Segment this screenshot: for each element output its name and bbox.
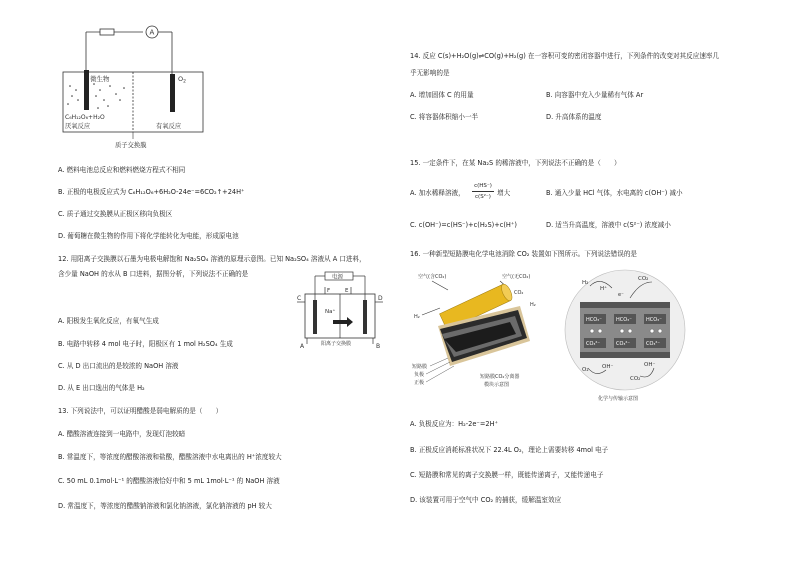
- q14-stem-line1: 14. 反应 C(s)+H₂O(g)⇌CO(g)+H₂(g) 在一容积可变的密闭容器中进行，下列条件的改变对其反应速率几: [410, 52, 720, 60]
- q14-stem-line2: 乎无影响的是: [410, 69, 450, 77]
- q13-option-a: A. 醋酸溶液连接到一电路中，发现灯泡较暗: [58, 430, 186, 438]
- caption-module: 模块示意图: [484, 382, 510, 388]
- q15-option-a-prefix: A. 加水稀释溶液，: [410, 189, 465, 197]
- inlet-b: B: [376, 343, 381, 350]
- q15-option-b: B. 通入少量 HCl 气体，水电离的 c(OH⁻) 减小: [546, 189, 683, 197]
- electrolysis-diagram: [295, 270, 385, 350]
- anaerobic-label: 厌氧反应: [65, 123, 91, 130]
- h2-out-label: H₂: [530, 302, 536, 308]
- q16-stem: 16. 一种新型短路膜电化学电池消除 CO₂ 装置如下图所示。下列说法错误的是: [410, 250, 638, 258]
- q12-option-b: B. 电路中转移 4 mol 电子时，阳极区有 1 mol H₂SO₄ 生成: [58, 340, 233, 348]
- q12-option-a: A. 阳极发生氧化反应，有氧气生成: [58, 317, 159, 325]
- right-h2-label: H₂: [582, 280, 589, 286]
- q13-option-c: C. 50 mL 0.1mol·L⁻¹ 的醋酸溶液恰好中和 5 mL 1mol·L⁻¹ 的 NaOH 溶液: [58, 477, 280, 485]
- hco3-label-1: HCO₃⁻: [586, 317, 602, 323]
- q16-option-c: C. 短路膜和常见的离子交换膜一样，既能传递离子，又能传递电子: [410, 471, 604, 479]
- co3-label-3: CO₃²⁻: [646, 341, 661, 347]
- microbe-dots: [67, 83, 125, 109]
- q11-option-b: B. 正极的电极反应式为 C₆H₁₂O₆+6H₂O-24e⁻=6CO₂↑+24H⁺: [58, 188, 245, 196]
- positive-electrode-label: 正极: [414, 380, 425, 386]
- q14-option-b: B. 向容器中充入少量稀有气体 Ar: [546, 91, 644, 99]
- short-membrane-label: 短路膜: [412, 364, 428, 370]
- h2-in-label: H₂: [414, 314, 420, 320]
- q13-option-b: B. 常温度下，等浓度的醋酸溶液和盐酸，醋酸溶液中水电离出的 H⁺浓度较大: [58, 453, 282, 461]
- outlet-d: D: [378, 295, 383, 302]
- q11-option-a: A. 燃料电池总反应和燃料燃烧方程式不相同: [58, 166, 186, 174]
- right-oh2-label: OH⁻: [644, 362, 656, 368]
- outlet-f: F: [327, 288, 331, 294]
- q15-option-c: C. c(OH⁻)=c(HS⁻)+c(H₂S)+c(H⁺): [410, 221, 517, 229]
- q12-option-d: D. 从 E 出口逸出的气体是 H₂: [58, 384, 145, 392]
- co2-out-label: CO₂: [514, 290, 524, 296]
- arrow-icon: [333, 317, 353, 327]
- q12-stem-line1: 12. 用阳离子交换膜以石墨为电极电解饱和 Na₂SO₄ 溶液的原理示意图。已知 Na₂SO₄ 溶液从 A 口进料，: [58, 255, 366, 263]
- q13-option-d: D. 常温度下，等浓度的醋酸钠溶液和氯化钠溶液，氯化钠溶液的 pH 较大: [58, 502, 272, 510]
- q13-stem: 13. 下列说法中，可以证明醋酸是弱电解质的是（ ）: [58, 407, 223, 415]
- reactants-label: C₆H₁₂O₆+H₂O: [65, 114, 105, 121]
- fraction-bar: [472, 191, 494, 192]
- caption-separator: 短路膜CO₂分离器: [480, 374, 520, 380]
- q15-stem: 15. 一定条件下，在某 Na₂S 的稀溶液中，下列说法不正确的是（ ）: [410, 159, 621, 167]
- right-hplus-label: H⁺: [600, 286, 608, 292]
- right-co2-bottom-label: CO₂: [630, 376, 641, 382]
- q11-option-d: D. 葡萄糖在微生物的作用下将化学能转化为电能，形成原电池: [58, 232, 239, 240]
- right-o2-label: O₂: [582, 367, 589, 373]
- caption-transport: 化学与传输示意图: [598, 396, 639, 402]
- air-out-label: 空气(无CO₂): [502, 274, 531, 280]
- co3-label-2: CO₃²⁻: [616, 341, 631, 347]
- power-label: 电源: [332, 274, 344, 281]
- membrane-label: 质子交换膜: [115, 142, 147, 149]
- ammeter-label: A: [149, 28, 155, 37]
- hco3-label-3: HCO₃⁻: [646, 317, 662, 323]
- q15-option-d: D. 适当升高温度，溶液中 c(S²⁻) 浓度减小: [546, 221, 671, 229]
- air-in-label: 空气(含CO₂): [418, 274, 447, 280]
- negative-electrode-label: 负极: [414, 372, 425, 378]
- q15-option-a-suffix: 增大: [497, 189, 511, 197]
- transport-diagram: [560, 268, 690, 403]
- q16-option-a: A. 负极反应为：H₂-2e⁻=2H⁺: [410, 420, 499, 428]
- q12-option-c: C. 从 D 出口流出的是较浓的 NaOH 溶液: [58, 362, 179, 370]
- o2-label: $O_2$: [178, 75, 186, 85]
- cation-membrane-label: 阳离子交换膜: [321, 341, 352, 347]
- q15-fraction-denominator: c(S²⁻): [475, 194, 491, 200]
- q15-fraction-numerator: c(HS⁻): [474, 183, 492, 189]
- q14-option-c: C. 将容器体积缩小一半: [410, 113, 479, 121]
- microbe-label: 微生物: [90, 75, 110, 83]
- q14-option-d: D. 升高体系的温度: [546, 113, 602, 121]
- q14-option-a: A. 增加固体 C 的用量: [410, 91, 474, 99]
- fuel-cell-diagram: [58, 22, 218, 149]
- q16-option-d: D. 该装置可用于空气中 CO₂ 的捕获，缓解温室效应: [410, 496, 562, 504]
- outlet-e: E: [345, 288, 349, 294]
- q11-option-c: C. 质子通过交换膜从正极区移向负极区: [58, 210, 173, 218]
- electron-label: e⁻: [618, 292, 624, 298]
- inlet-a: A: [300, 343, 305, 350]
- right-co2-top-label: CO₂: [638, 276, 649, 282]
- right-oh-label: OH⁻: [602, 364, 614, 370]
- q12-stem-line2: 含少量 NaOH 的水从 B 口进料，据图分析，下列说法不正确的是: [58, 270, 249, 278]
- outlet-c: C: [297, 295, 302, 302]
- na-ion-label: Na⁺: [325, 309, 336, 315]
- aerobic-label: 有氧反应: [156, 123, 182, 130]
- hco3-label-2: HCO₃⁻: [616, 317, 632, 323]
- co2-separator-diagram: [410, 266, 560, 401]
- co3-label-1: CO₃²⁻: [586, 341, 601, 347]
- q16-option-b: B. 正极反应消耗标准状况下 22.4L O₂，理论上需要转移 4mol 电子: [410, 446, 609, 454]
